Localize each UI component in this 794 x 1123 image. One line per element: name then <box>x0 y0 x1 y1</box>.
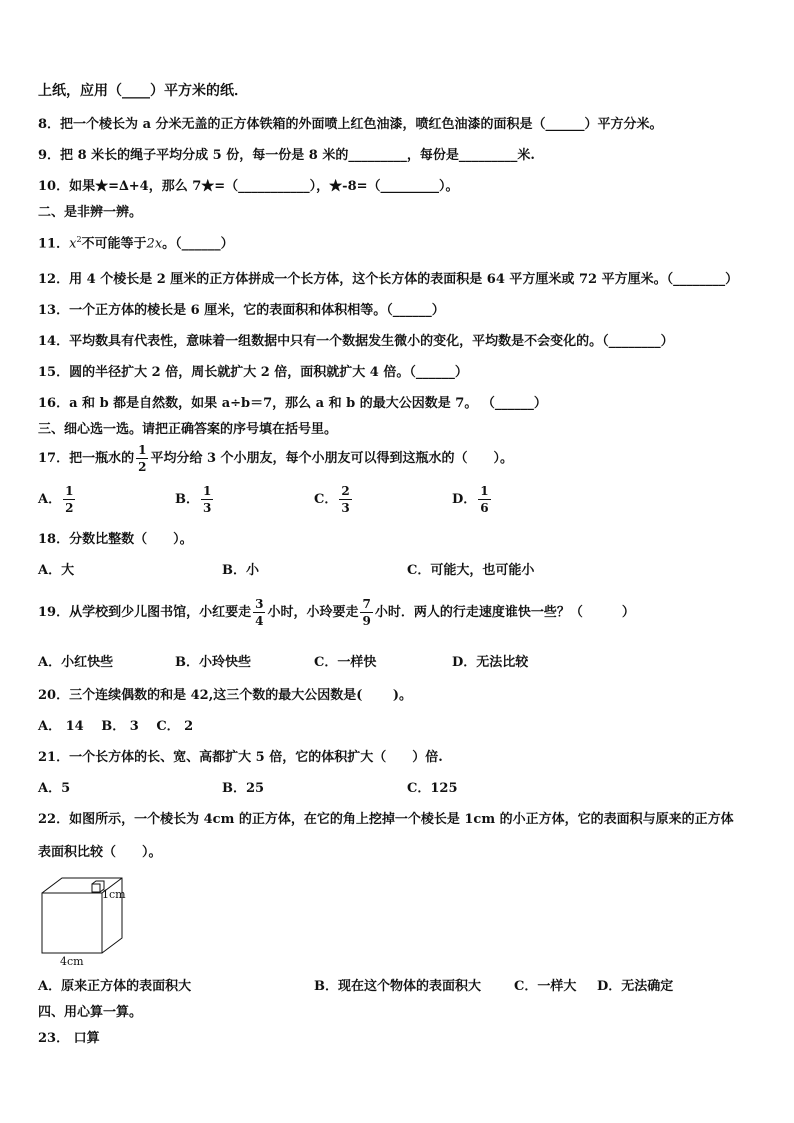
cutout-cube-face <box>92 884 100 892</box>
q11-var: x <box>69 236 77 252</box>
q17-option-b <box>175 485 215 514</box>
q17-option-a <box>38 485 77 514</box>
question-11 <box>38 236 234 250</box>
option-label: A． <box>38 492 62 507</box>
big-cube-label: 4cm <box>60 955 84 968</box>
q19-text-a: 19．从学校到少儿图书馆，小红要走 <box>38 605 252 620</box>
frac-den: 3 <box>203 501 212 515</box>
cube-drawing <box>36 868 136 968</box>
section-4-heading: 四、用心算一算。 <box>38 1005 143 1020</box>
q22-option-c: C．一样大 <box>514 979 577 994</box>
question-19 <box>38 598 635 627</box>
frac-den: 6 <box>480 501 489 515</box>
frac-num: 1 <box>65 484 74 498</box>
q17-frac-num: 1 <box>138 443 147 457</box>
question-15: 15．圆的半径扩大 2 倍，周长就扩大 2 倍，面积就扩大 4 倍。（______） <box>38 365 468 380</box>
frac-num: 1 <box>203 484 212 498</box>
cube-front-face <box>42 893 102 953</box>
q17-fraction <box>136 444 148 473</box>
q11-blank: 。（______） <box>162 236 234 252</box>
question-18: 18．分数比整数（ ）。 <box>38 532 193 547</box>
q19-option-c: C．一样快 <box>314 655 377 670</box>
question-20: 20．三个连续偶数的和是 42,这三个数的最大公因数是( )。 <box>38 688 413 703</box>
frac-den: 4 <box>255 614 264 628</box>
q19-text-c: 小时．两人的行走速度谁快一些？（ ） <box>374 605 635 620</box>
question-17 <box>38 444 513 473</box>
frac-num: 3 <box>255 597 264 611</box>
question-22-line-2: 表面积比较（ ）。 <box>38 845 162 860</box>
q22-option-b: B．现在这个物体的表面积大 <box>314 979 481 994</box>
q20-options: A． 14 B． 3 C． 2 <box>38 719 194 734</box>
option-label: D． <box>452 492 477 507</box>
q22-option-d: D．无法确定 <box>597 979 674 994</box>
q11-number: 11． <box>38 236 70 252</box>
q21-option-b: B．25 <box>222 781 265 796</box>
question-14: 14．平均数具有代表性，意味着一组数据中只有一个数据发生微小的变化，平均数是不会变化的。（________） <box>38 334 674 349</box>
q11-exp: 2 <box>76 235 82 244</box>
q18-option-c: C．可能大，也可能小 <box>407 563 535 578</box>
q17-frac-den: 2 <box>138 460 147 474</box>
frac-num: 1 <box>480 484 489 498</box>
q11-text: 不可能等于 <box>81 236 147 252</box>
question-23: 23． 口算 <box>38 1031 100 1046</box>
question-22-line-1: 22．如图所示，一个棱长为 4cm 的正方体，在它的角上挖掉一个棱长是 1cm 的小正方体，它的表面积与原来的正方体 <box>38 812 734 827</box>
section-2-heading: 二、是非辨一辨。 <box>38 205 143 220</box>
q22-option-a: A．原来正方体的表面积大 <box>38 979 192 994</box>
frac-den: 3 <box>341 501 350 515</box>
q17-option-d <box>452 485 493 514</box>
option-label: C． <box>314 492 338 507</box>
q18-option-a: A．大 <box>38 563 75 578</box>
question-13: 13．一个正方体的棱长是 6 厘米，它的表面积和体积相等。（______） <box>38 303 445 318</box>
continuation-line: 上纸，应用（____）平方米的纸． <box>38 83 248 99</box>
q11-expr: 2x <box>146 236 163 252</box>
q19-option-a: A．小红快些 <box>38 655 114 670</box>
question-10: 10．如果★=∆+4，那么 7★=（___________），★-8=（_________）。 <box>38 179 459 194</box>
frac-den: 2 <box>65 501 74 515</box>
q18-option-b: B．小 <box>222 563 259 578</box>
q19-option-b: B．小玲快些 <box>175 655 251 670</box>
q21-option-a: A．5 <box>38 781 71 796</box>
q17-text-b: 平均分给 3 个小朋友，每个小朋友可以得到这瓶水的（ ）。 <box>150 451 514 466</box>
option-fraction <box>201 485 213 514</box>
option-label: B． <box>175 492 199 507</box>
q19-option-d: D．无法比较 <box>452 655 529 670</box>
frac-num: 7 <box>362 597 371 611</box>
q17-option-c <box>314 485 354 514</box>
q19-fraction-2 <box>360 598 372 627</box>
cube-figure <box>36 868 136 968</box>
question-12: 12．用 4 个棱长是 2 厘米的正方体拼成一个长方体，这个长方体的表面积是 64 平方厘米或 72 平方厘米。（________） <box>38 272 739 287</box>
option-fraction <box>63 485 75 514</box>
q19-fraction-1 <box>253 598 265 627</box>
frac-den: 9 <box>362 614 371 628</box>
question-9: 9．把 8 米长的绳子平均分成 5 份，每一份是 8 米的_________，每份是_________米. <box>38 148 535 163</box>
question-8: 8．把一个棱长为 a 分米无盖的正方体铁箱的外面喷上红色油漆，喷红色油漆的面积是（______）平方分米。 <box>38 117 663 132</box>
question-16: 16．a 和 b 都是自然数，如果 a÷b＝7，那么 a 和 b 的最大公因数是 7。 （______） <box>38 396 547 411</box>
q17-text-a: 17．把一瓶水的 <box>38 451 135 466</box>
question-21: 21．一个长方体的长、宽、高都扩大 5 倍，它的体积扩大（ ）倍. <box>38 750 443 765</box>
section-3-heading: 三、细心选一选。请把正确答案的序号填在括号里。 <box>38 422 338 437</box>
small-cube-label: 1cm <box>102 888 126 901</box>
frac-num: 2 <box>341 484 350 498</box>
option-fraction <box>339 485 351 514</box>
q19-text-b: 小时，小玲要走 <box>267 605 359 620</box>
option-fraction <box>478 485 490 514</box>
q21-option-c: C．125 <box>407 781 458 796</box>
